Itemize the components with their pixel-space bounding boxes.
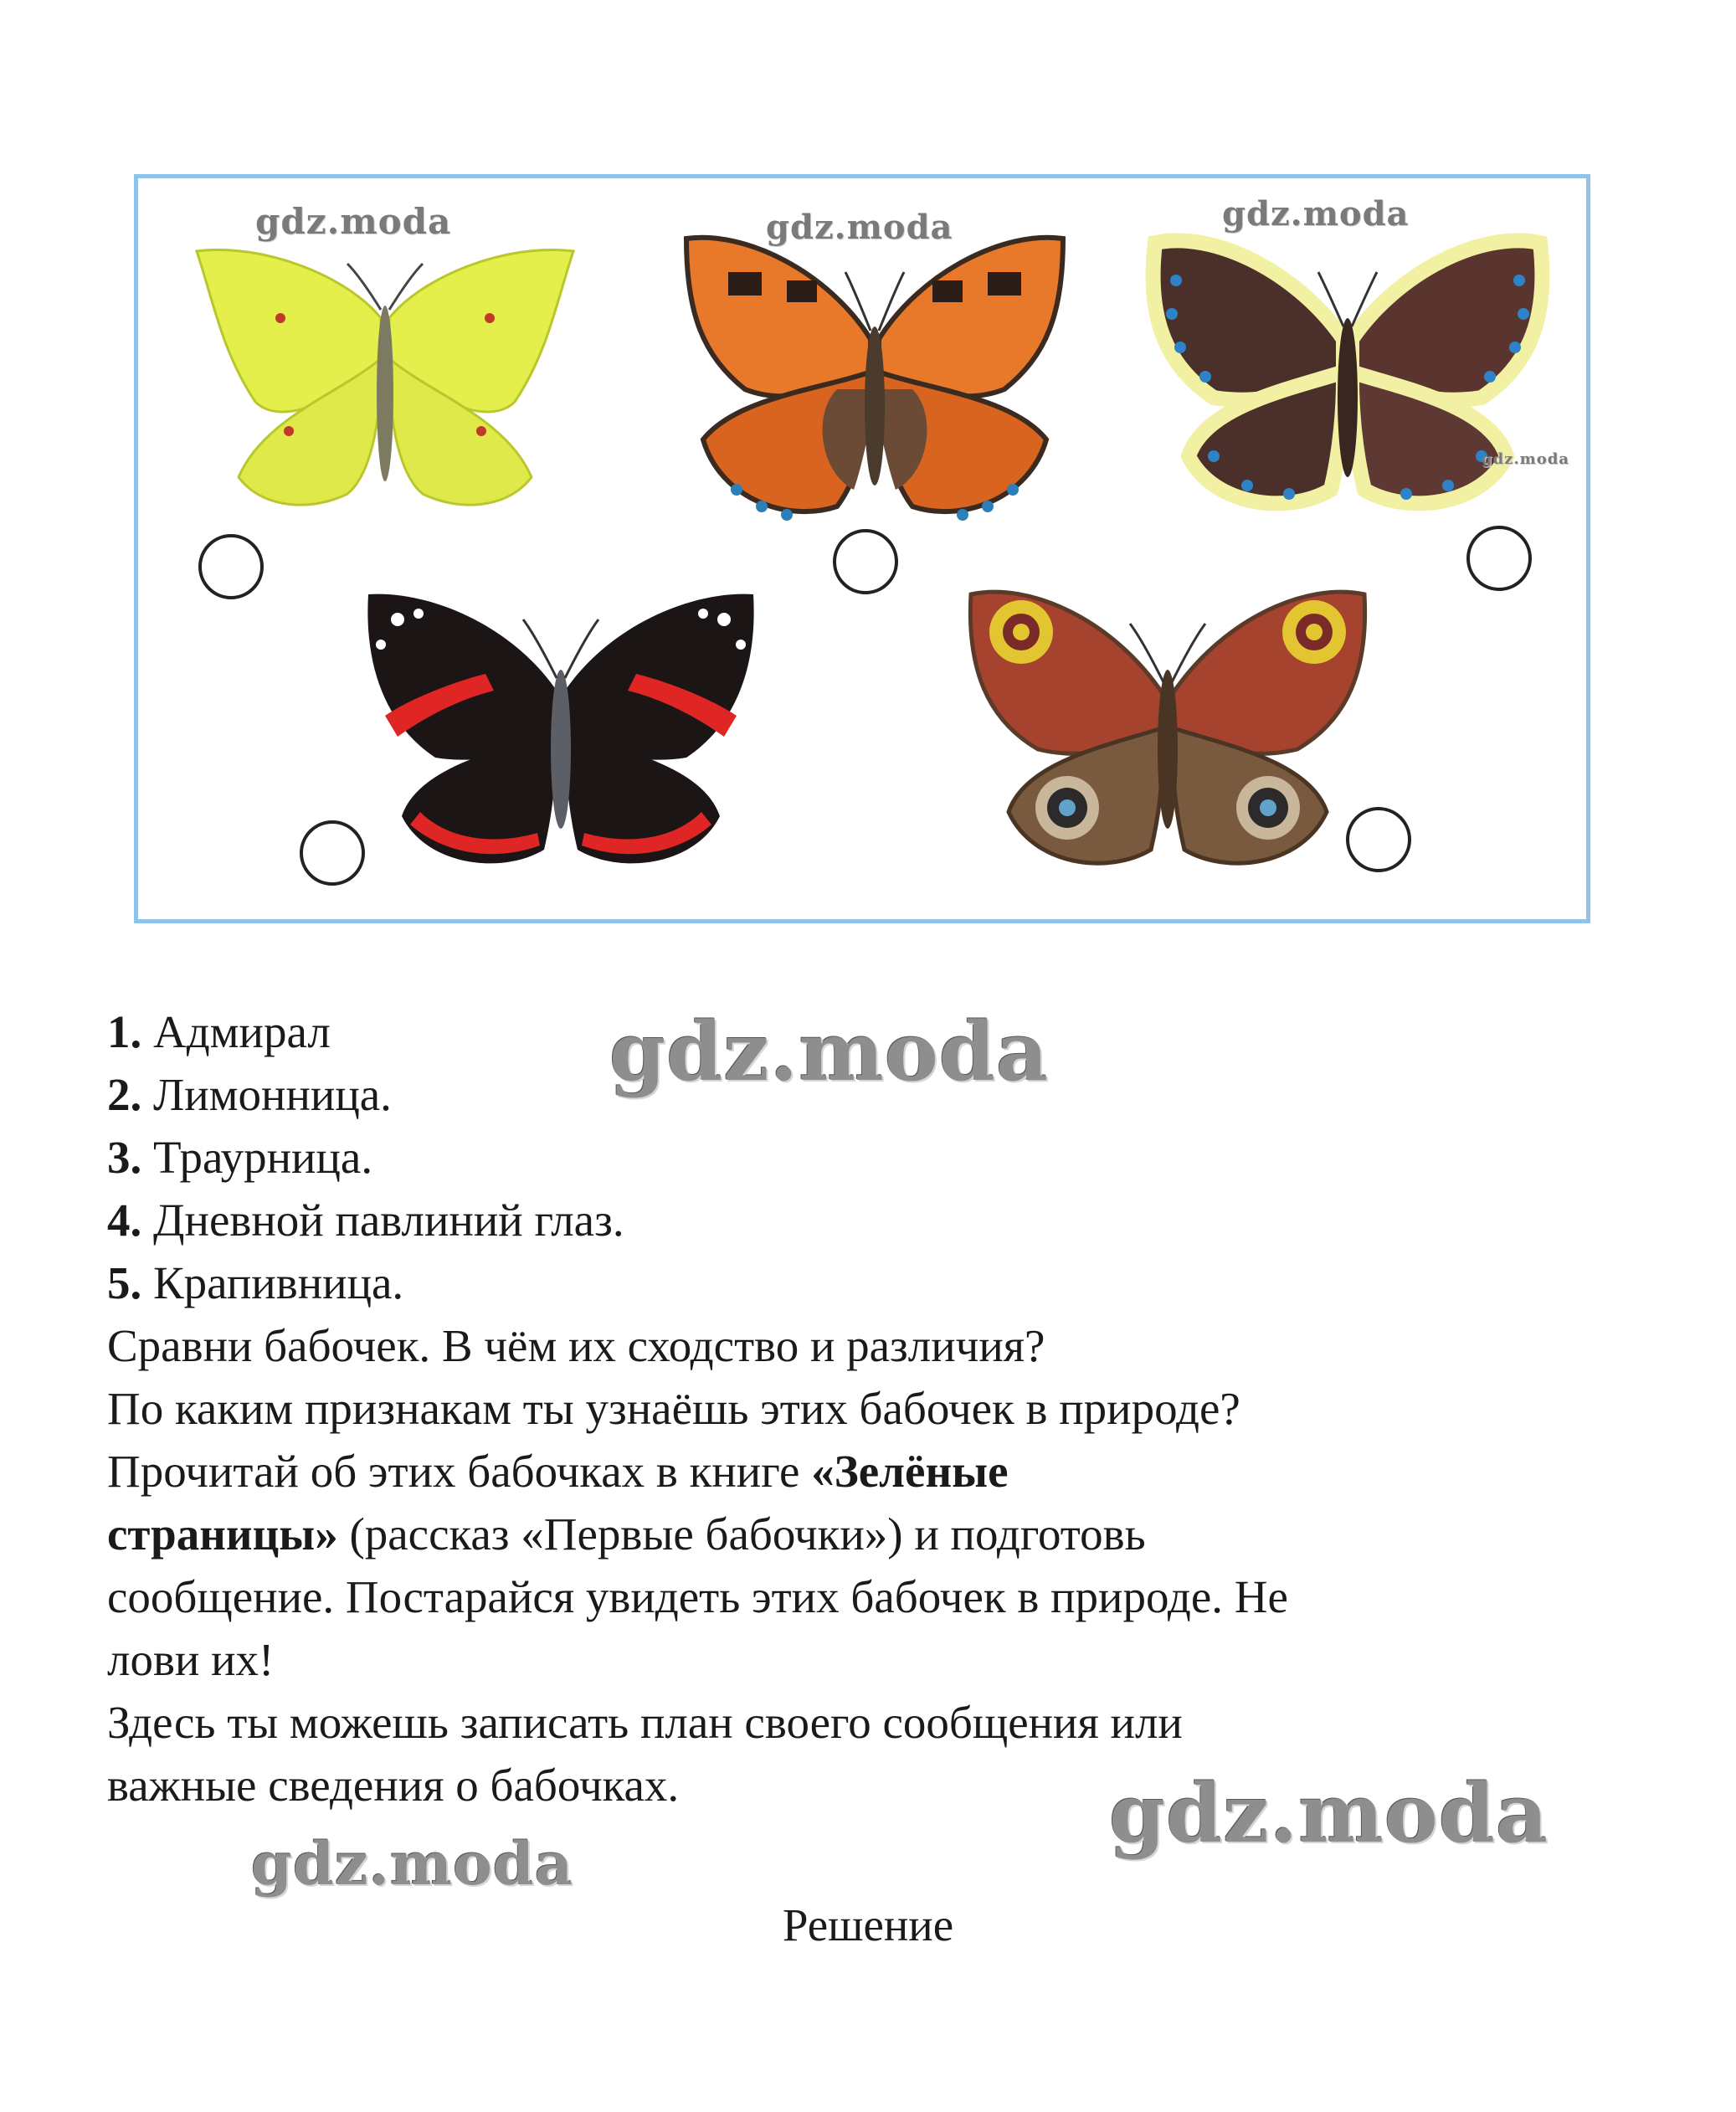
paragraph-read-line: лови их!: [107, 1634, 275, 1685]
watermark: gdz.moda: [1482, 450, 1569, 468]
list-item: 5. Крапивница.: [107, 1257, 404, 1308]
answer-circle-2[interactable]: [833, 529, 898, 594]
answer-circle-3[interactable]: [1466, 526, 1532, 591]
list-item: 1. Адмирал: [107, 1006, 331, 1057]
paragraph-read-line: сообщение. Постарайся увидеть этих бабочек в природе. Не: [107, 1571, 1288, 1622]
watermark: gdz.moda: [1109, 1766, 1549, 1861]
lemon-butterfly-icon: [180, 226, 590, 519]
tortoiseshell-butterfly-icon: [670, 222, 1080, 532]
watermark: gdz.moda: [1222, 194, 1410, 234]
answer-circle-1[interactable]: [198, 534, 264, 599]
watermark: gdz.moda: [255, 201, 452, 242]
answer-circle-4[interactable]: [300, 820, 365, 886]
answer-text: [107, 1000, 1631, 1817]
paragraph-read-line: страницы» (рассказ «Первые бабочки») и подготовь: [107, 1508, 1146, 1560]
paragraph-compare: Сравни бабочек. В чём их сходство и различия?: [107, 1320, 1045, 1371]
watermark: gdz.moda: [766, 208, 953, 247]
paragraph-plan-line: важные сведения о бабочках.: [107, 1760, 680, 1811]
paragraph-plan-line: Здесь ты можешь записать план своего сообщения или: [107, 1697, 1183, 1748]
answer-circle-5[interactable]: [1346, 807, 1411, 872]
peacock-butterfly-icon: [954, 569, 1381, 879]
solution-label: Решение: [782, 1899, 954, 1950]
watermark: gdz.moda: [251, 1829, 574, 1899]
red-admiral-butterfly-icon: [352, 573, 770, 875]
paragraph-read-line: Прочитай об этих бабочках в книге «Зелёные: [107, 1446, 1009, 1497]
list-item: 4. Дневной павлиний глаз.: [107, 1195, 624, 1246]
list-item: 2. Лимонница.: [107, 1069, 392, 1120]
watermark: gdz.moda: [609, 1005, 1050, 1099]
paragraph-signs: По каким признакам ты узнаёшь этих бабочек в природе?: [107, 1383, 1240, 1434]
list-item: 3. Траурница.: [107, 1132, 373, 1183]
mourning-cloak-butterfly-icon: [1130, 213, 1565, 523]
